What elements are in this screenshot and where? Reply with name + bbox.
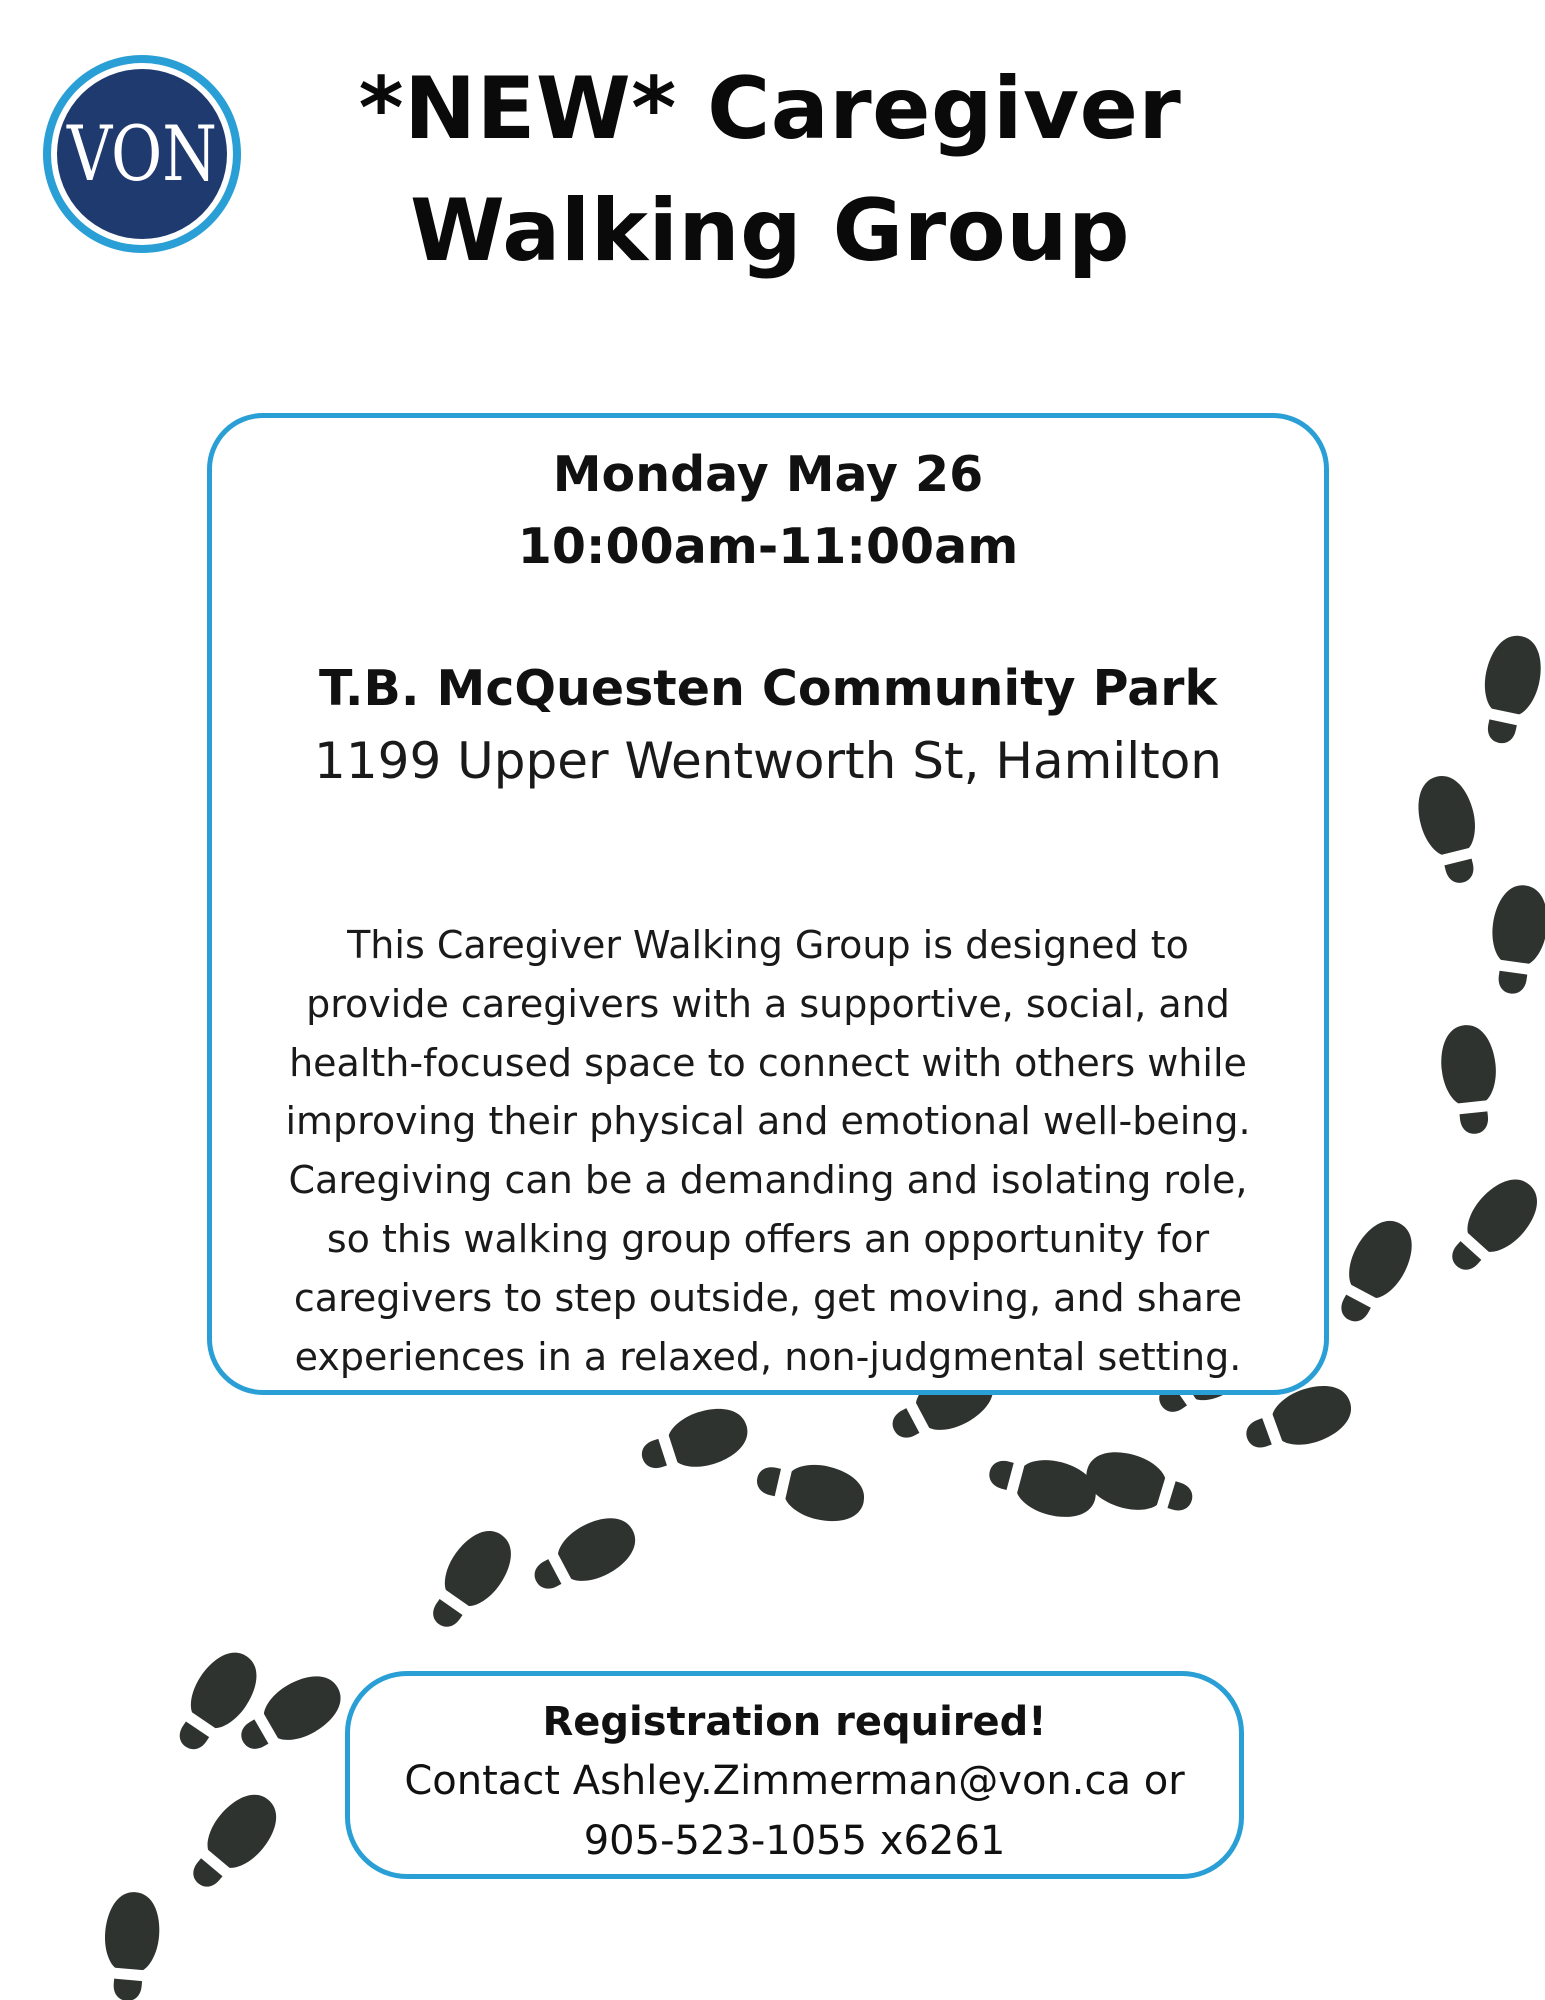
footprint-icon [1484,882,1545,997]
footprint-icon [1472,631,1545,749]
event-time: 10:00am-11:00am [517,518,1019,575]
event-location: T.B. McQuesten Community Park [318,660,1218,717]
footprint-icon [1325,1211,1424,1333]
registration-contact[interactable]: Contact Ashley.Zimmerman@von.ca or [404,1758,1185,1804]
footprint-icon [417,1519,524,1639]
footprint-icon [1437,1167,1545,1284]
description-line: so this walking group offers an opportunity for [326,1216,1210,1261]
footprint-icon [178,1783,289,1901]
description-line: Caregiving can be a demanding and isolating role, [288,1158,1248,1203]
description-line: caregivers to step outside, get moving, and share [293,1275,1243,1320]
footprint-icon [99,1890,162,2000]
footprint-icon [1080,1443,1200,1527]
logo-text: VON [66,109,217,198]
description-line: health-focused space to connect with others while [289,1040,1247,1085]
footprint-icon [751,1452,869,1529]
page-title [300,48,1240,292]
event-description [212,916,1324,1386]
footprint-icon [983,1445,1102,1525]
event-address: 1199 Upper Wentworth St, Hamilton [314,732,1222,790]
title-line-1: *NEW* Caregiver [358,59,1182,159]
description-line: provide caregivers with a supportive, social, and [306,981,1230,1026]
von-logo [40,52,244,256]
registration-phone[interactable]: 905-523-1055 x6261 [583,1818,1006,1864]
description-line: experiences in a relaxed, non-judgmental setting. [294,1334,1242,1379]
footprint-icon [1437,1022,1502,1136]
event-date: Monday May 26 [552,446,984,503]
description-line: This Caregiver Walking Group is designed to [347,923,1189,967]
title-line-2: Walking Group [409,181,1131,281]
registration-card [345,1671,1244,1879]
footprint-icon [634,1399,754,1484]
event-details-card [207,413,1329,1395]
registration-heading: Registration required! [542,1699,1047,1745]
footprint-icon [1410,770,1489,889]
footprint-icon [524,1506,646,1605]
description-line: improving their physical and emotional well-being. [285,1099,1251,1144]
